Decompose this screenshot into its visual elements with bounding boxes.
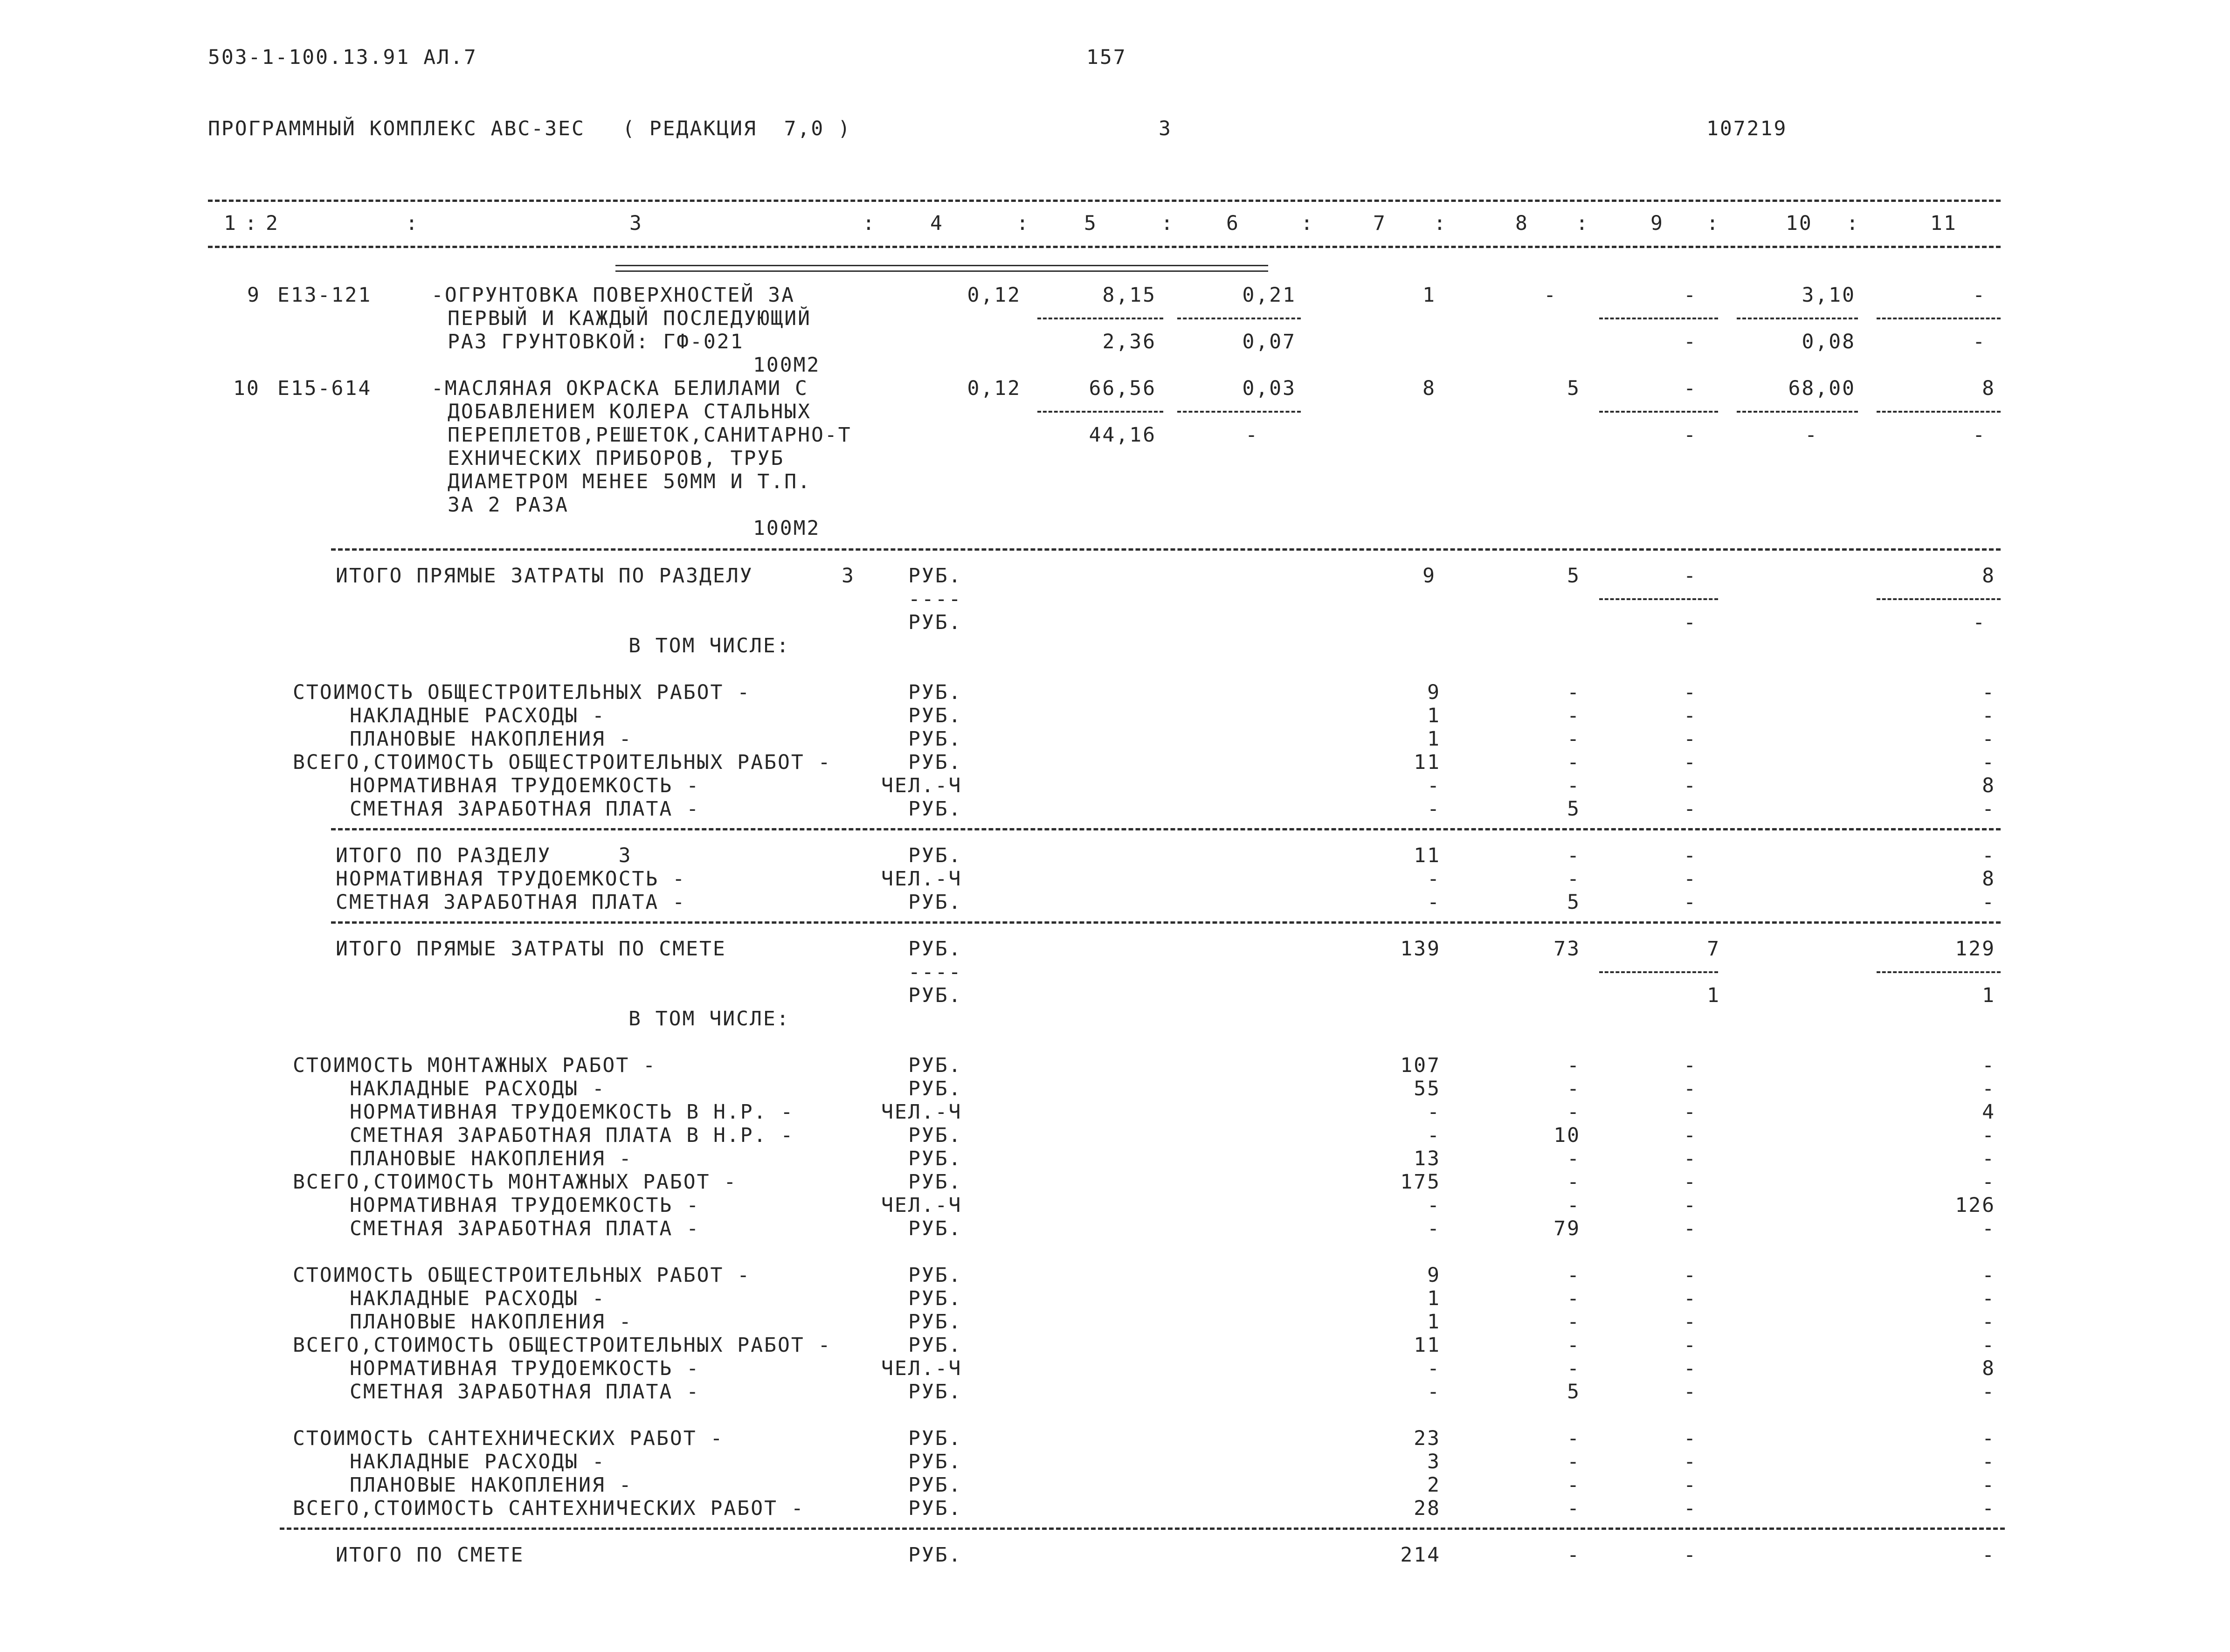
cell-col10: 3,10 <box>1802 283 1856 307</box>
page-number: 157 <box>1086 46 1127 69</box>
cell-col9: - <box>1684 681 1697 704</box>
cell-col8: - <box>1567 1100 1581 1124</box>
cell-col7: 1 <box>1422 283 1436 307</box>
column-separator: : <box>406 212 419 235</box>
row-label: СМЕТНАЯ ЗАРАБОТНАЯ ПЛАТА - <box>336 891 686 914</box>
cell-col9: 7 <box>1707 937 1720 961</box>
row-unit: РУБ. <box>908 1217 962 1240</box>
cell-col8: - <box>1567 867 1581 891</box>
cell-col9-second: - <box>1684 423 1697 447</box>
cell-col7: - <box>1427 867 1441 891</box>
row-label: НАКЛАДНЫЕ РАСХОДЫ - <box>350 1450 606 1473</box>
cell-col9: - <box>1684 704 1697 727</box>
row-label: СТОИМОСТЬ ОБЩЕСТРОИТЕЛЬНЫХ РАБОТ - <box>293 1264 751 1287</box>
cell-col11: - <box>1982 727 1995 751</box>
item-description-line: РАЗ ГРУНТОВКОЙ: ГФ-021 <box>448 330 744 353</box>
row-label: ПЛАНОВЫЕ НАКОПЛЕНИЯ - <box>350 1473 633 1497</box>
cell-col11: 8 <box>1982 564 1995 588</box>
cell-col7: 3 <box>1427 1450 1441 1473</box>
including-heading: В ТОМ ЧИСЛЕ: <box>628 634 790 657</box>
row-unit: РУБ. <box>908 1473 962 1497</box>
cell-col5: 66,56 <box>1089 377 1156 400</box>
cell-col7: - <box>1427 1380 1441 1403</box>
cell-col11: 8 <box>1982 774 1995 797</box>
cell-underline <box>1599 411 1718 413</box>
cell-col7: 13 <box>1414 1147 1441 1170</box>
cell-col9: - <box>1684 1287 1697 1310</box>
cell-col7: 1 <box>1427 1310 1441 1334</box>
cell-col11: 8 <box>1982 377 1995 400</box>
item-unit: 100М2 <box>753 353 821 377</box>
column-header-3: 3 <box>629 212 643 235</box>
cell-col9: - <box>1684 1380 1697 1403</box>
cell-col7: - <box>1427 891 1441 914</box>
row-label: ВСЕГО,СТОИМОСТЬ ОБЩЕСТРОИТЕЛЬНЫХ РАБОТ - <box>293 1334 832 1357</box>
row-label: НАКЛАДНЫЕ РАСХОДЫ - <box>350 1077 606 1100</box>
cell-col8: - <box>1567 751 1581 774</box>
cell-col11: - <box>1982 1124 1995 1147</box>
cell-col8: - <box>1567 1497 1581 1520</box>
cell-underline <box>1737 411 1858 413</box>
row-unit: РУБ. <box>908 1287 962 1310</box>
cell-col9: - <box>1684 1054 1697 1077</box>
unit-label: РУБ. <box>908 937 962 961</box>
column-separator: : <box>1846 212 1860 235</box>
item-unit: 100М2 <box>753 517 821 540</box>
program-name: ПРОГРАММНЫЙ КОМПЛЕКС АВС-3ЕС <box>208 117 585 140</box>
cell-col11: - <box>1982 751 1995 774</box>
row-label: СМЕТНАЯ ЗАРАБОТНАЯ ПЛАТА - <box>350 797 700 821</box>
cell-col8: - <box>1567 1194 1581 1217</box>
cell-col11: - <box>1982 1450 1995 1473</box>
cell-col9: - <box>1684 1217 1697 1240</box>
cell-col8: - <box>1567 704 1581 727</box>
cell-col11: 8 <box>1982 867 1995 891</box>
row-label: ПЛАНОВЫЕ НАКОПЛЕНИЯ - <box>350 1147 633 1170</box>
cell-col9: - <box>1684 1264 1697 1287</box>
cell-col9-second: - <box>1684 330 1697 353</box>
cell-col9: 1 <box>1707 984 1720 1007</box>
cell-col8: - <box>1567 844 1581 867</box>
cell-col9: - <box>1684 1310 1697 1334</box>
cell-col7: 28 <box>1414 1497 1441 1520</box>
item-code: E13-121 <box>277 283 372 307</box>
cell-underline <box>1177 411 1301 413</box>
cell-col9: - <box>1684 1334 1697 1357</box>
cell-col8: 5 <box>1567 891 1581 914</box>
row-label: ИТОГО ПО СМЕТЕ <box>336 1543 525 1567</box>
cell-col11: - <box>1982 1543 1995 1567</box>
cell-col7: - <box>1427 1194 1441 1217</box>
column-header-6: 6 <box>1226 212 1240 235</box>
cell-col8: 79 <box>1553 1217 1581 1240</box>
item-description-line: ЗА 2 РАЗА <box>448 493 569 517</box>
cell-col9: - <box>1684 1100 1697 1124</box>
unit-label: РУБ. <box>908 564 962 588</box>
column-separator: : <box>1576 212 1589 235</box>
cell-col9: - <box>1684 867 1697 891</box>
row-label: НОРМАТИВНАЯ ТРУДОЕМКОСТЬ - <box>350 1194 700 1217</box>
cell-col8: - <box>1567 1147 1581 1170</box>
section-rule <box>280 1528 2005 1530</box>
column-header-10: 10 <box>1786 212 1813 235</box>
cell-col7: - <box>1427 774 1441 797</box>
cell-col8: - <box>1567 1310 1581 1334</box>
cell-col11: - <box>1973 611 1986 634</box>
cell-col8: - <box>1567 1473 1581 1497</box>
row-unit: РУБ. <box>908 1427 962 1450</box>
cell-col11: - <box>1982 797 1995 821</box>
cell-col7: - <box>1427 1357 1441 1380</box>
cell-col7: 9 <box>1427 1264 1441 1287</box>
cell-col11: - <box>1982 891 1995 914</box>
cell-col8: 5 <box>1567 1380 1581 1403</box>
column-header-7: 7 <box>1373 212 1387 235</box>
cell-col9: - <box>1684 797 1697 821</box>
cell-col7: 175 <box>1400 1170 1441 1194</box>
cell-col8: - <box>1567 1287 1581 1310</box>
row-label: СТОИМОСТЬ ОБЩЕСТРОИТЕЛЬНЫХ РАБОТ - <box>293 681 751 704</box>
cell-col8: - <box>1567 1170 1581 1194</box>
row-label: ВСЕГО,СТОИМОСТЬ САНТЕХНИЧЕСКИХ РАБОТ - <box>293 1497 805 1520</box>
cell-col8: - <box>1567 1264 1581 1287</box>
cell-col9: - <box>1684 1194 1697 1217</box>
edition-label: ( РЕДАКЦИЯ 7,0 ) <box>622 117 852 140</box>
column-header-9: 9 <box>1650 212 1664 235</box>
row-unit: ЧЕЛ.-Ч <box>881 1357 962 1380</box>
cell-col7: 1 <box>1427 727 1441 751</box>
cell-col11: - <box>1982 1427 1995 1450</box>
row-unit: РУБ. <box>908 681 962 704</box>
cell-col7: 11 <box>1414 751 1441 774</box>
cell-col9: - <box>1684 1473 1697 1497</box>
cell-col8: - <box>1567 774 1581 797</box>
cell-col9: - <box>1684 1077 1697 1100</box>
row-unit: РУБ. <box>908 1124 962 1147</box>
cell-col4: 0,12 <box>967 377 1021 400</box>
cell-col7: 23 <box>1414 1427 1441 1450</box>
row-unit: РУБ. <box>908 1147 962 1170</box>
cell-col8: - <box>1567 1543 1581 1567</box>
document-code: 503-1-100.13.91 АЛ.7 <box>208 46 477 69</box>
cell-col6-second: 0,07 <box>1242 330 1296 353</box>
row-label: СТОИМОСТЬ САНТЕХНИЧЕСКИХ РАБОТ - <box>293 1427 724 1450</box>
cell-col11: - <box>1982 1077 1995 1100</box>
cell-col11: - <box>1982 1054 1995 1077</box>
cell-col7: 1 <box>1427 704 1441 727</box>
cell-col7: 9 <box>1427 681 1441 704</box>
cell-col9: - <box>1684 283 1697 307</box>
estimate-direct-label: ИТОГО ПРЯМЫЕ ЗАТРАТЫ ПО СМЕТЕ <box>336 937 726 961</box>
cell-col11: - <box>1982 1287 1995 1310</box>
cell-col7: 107 <box>1400 1054 1441 1077</box>
row-unit: РУБ. <box>908 704 962 727</box>
cell-col9: - <box>1684 1450 1697 1473</box>
row-unit: ЧЕЛ.-Ч <box>881 1100 962 1124</box>
unit-dashes: ---- <box>908 961 962 984</box>
cell-col11: - <box>1982 1497 1995 1520</box>
cell-col7: 11 <box>1414 1334 1441 1357</box>
cell-col9: - <box>1684 1543 1697 1567</box>
cell-col11: - <box>1982 1473 1995 1497</box>
section-rule <box>331 828 2001 830</box>
row-unit: РУБ. <box>908 1334 962 1357</box>
cell-col11: - <box>1982 704 1995 727</box>
row-unit: РУБ. <box>908 844 962 867</box>
cell-col11-second: - <box>1973 423 1986 447</box>
cell-col8: 5 <box>1567 564 1581 588</box>
cell-col8: - <box>1567 1427 1581 1450</box>
row-label: НОРМАТИВНАЯ ТРУДОЕМКОСТЬ - <box>350 774 700 797</box>
cell-col11: - <box>1982 1334 1995 1357</box>
row-label: НОРМАТИВНАЯ ТРУДОЕМКОСТЬ В Н.Р. - <box>350 1100 794 1124</box>
cell-col8: 5 <box>1567 797 1581 821</box>
cell-col9: - <box>1684 1497 1697 1520</box>
column-separator: : <box>1434 212 1447 235</box>
column-header-2: 2 <box>266 212 279 235</box>
cell-col11: - <box>1982 844 1995 867</box>
section-rule <box>331 921 2001 924</box>
cell-col8: - <box>1567 727 1581 751</box>
cell-col8: 5 <box>1567 377 1581 400</box>
cell-col11: 129 <box>1955 937 1995 961</box>
cell-col9: - <box>1684 1170 1697 1194</box>
cell-col6: 0,21 <box>1242 283 1296 307</box>
row-unit: РУБ. <box>908 1380 962 1403</box>
items-double-rule <box>615 265 1268 272</box>
cell-col7: 1 <box>1427 1287 1441 1310</box>
cell-col9: - <box>1684 611 1697 634</box>
cell-col7: - <box>1427 797 1441 821</box>
cell-underline <box>1877 598 2001 600</box>
column-separator: : <box>1706 212 1720 235</box>
row-label: СМЕТНАЯ ЗАРАБОТНАЯ ПЛАТА В Н.Р. - <box>350 1124 794 1147</box>
cell-col11: - <box>1982 1264 1995 1287</box>
cell-col7: 55 <box>1414 1077 1441 1100</box>
cell-col8: - <box>1544 283 1557 307</box>
cell-col9: - <box>1684 1357 1697 1380</box>
cell-col8: - <box>1567 1054 1581 1077</box>
row-label: СМЕТНАЯ ЗАРАБОТНАЯ ПЛАТА - <box>350 1380 700 1403</box>
cell-col8: 73 <box>1553 937 1581 961</box>
column-header-1: 1 <box>224 212 237 235</box>
row-label: ВСЕГО,СТОИМОСТЬ МОНТАЖНЫХ РАБОТ - <box>293 1170 738 1194</box>
cell-col11: - <box>1982 1310 1995 1334</box>
cell-col9: - <box>1684 377 1697 400</box>
column-separator: : <box>1016 212 1030 235</box>
cell-col11: - <box>1982 1147 1995 1170</box>
row-label: ПЛАНОВЫЕ НАКОПЛЕНИЯ - <box>350 727 633 751</box>
cell-col9: - <box>1684 1427 1697 1450</box>
cell-col9: - <box>1684 727 1697 751</box>
cell-underline <box>1599 971 1718 973</box>
cell-col9: - <box>1684 1124 1697 1147</box>
row-unit: РУБ. <box>908 1264 962 1287</box>
cell-col7: 139 <box>1400 937 1441 961</box>
cell-col11: 4 <box>1982 1100 1995 1124</box>
cell-col5-second: 44,16 <box>1089 423 1156 447</box>
item-number: 10 <box>233 377 260 400</box>
cell-col10-second: 0,08 <box>1802 330 1856 353</box>
cell-col11-second: - <box>1973 330 1986 353</box>
row-label: ПЛАНОВЫЕ НАКОПЛЕНИЯ - <box>350 1310 633 1334</box>
cell-col7: 9 <box>1422 564 1436 588</box>
row-unit: РУБ. <box>908 751 962 774</box>
item-description-line: ЕХНИЧЕСКИХ ПРИБОРОВ, ТРУБ <box>448 447 785 470</box>
row-label: СМЕТНАЯ ЗАРАБОТНАЯ ПЛАТА - <box>350 1217 700 1240</box>
row-unit: ЧЕЛ.-Ч <box>881 774 962 797</box>
cell-col11: 8 <box>1982 1357 1995 1380</box>
item-description-line: ДОБАВЛЕНИЕМ КОЛЕРА СТАЛЬНЫХ <box>448 400 811 423</box>
item-description-line: -ОГРУНТОВКА ПОВЕРХНОСТЕЙ ЗА <box>431 283 795 307</box>
column-header-5: 5 <box>1084 212 1098 235</box>
cell-col11: 126 <box>1955 1194 1995 1217</box>
row-unit: РУБ. <box>908 797 962 821</box>
cell-col8: - <box>1567 1077 1581 1100</box>
column-separator: : <box>863 212 876 235</box>
cell-col8: - <box>1567 1334 1581 1357</box>
column-separator: : <box>1161 212 1174 235</box>
cell-col7: 11 <box>1414 844 1441 867</box>
item-description-line: ДИАМЕТРОМ МЕНЕЕ 50ММ И Т.П. <box>448 470 811 493</box>
cell-col8: 10 <box>1553 1124 1581 1147</box>
unit-label: РУБ. <box>908 611 962 634</box>
cell-underline <box>1877 411 2001 413</box>
cell-col6: 0,03 <box>1242 377 1296 400</box>
cell-col4: 0,12 <box>967 283 1021 307</box>
row-label: ИТОГО ПО РАЗДЕЛУ 3 <box>336 844 632 867</box>
section-direct-label: ИТОГО ПРЯМЫЕ ЗАТРАТЫ ПО РАЗДЕЛУ <box>336 564 753 588</box>
cell-col7: - <box>1427 1124 1441 1147</box>
row-unit: РУБ. <box>908 891 962 914</box>
column-separator: : <box>245 212 258 235</box>
item-code: E15-614 <box>277 377 372 400</box>
unit-dashes: ---- <box>908 588 962 611</box>
including-heading: В ТОМ ЧИСЛЕ: <box>628 1007 790 1030</box>
cell-col9: - <box>1684 1147 1697 1170</box>
row-label: НАКЛАДНЫЕ РАСХОДЫ - <box>350 704 606 727</box>
cell-underline <box>1737 318 1858 319</box>
cell-underline <box>1177 318 1301 319</box>
cell-col8: - <box>1567 1357 1581 1380</box>
cell-col7: - <box>1427 1100 1441 1124</box>
cell-col7: - <box>1427 1217 1441 1240</box>
cell-col10: 68,00 <box>1788 377 1856 400</box>
item-number: 9 <box>247 283 261 307</box>
cell-col8: - <box>1567 1450 1581 1473</box>
row-unit: РУБ. <box>908 727 962 751</box>
sheet-number: 3 <box>1159 117 1172 140</box>
row-unit: РУБ. <box>908 1170 962 1194</box>
item-description-line: ПЕРВЫЙ И КАЖДЫЙ ПОСЛЕДУЮЩИЙ <box>448 307 811 330</box>
cell-underline <box>1599 598 1718 600</box>
cell-col10-second: - <box>1805 423 1818 447</box>
row-unit: ЧЕЛ.-Ч <box>881 1194 962 1217</box>
row-unit: РУБ. <box>908 1054 962 1077</box>
row-unit: РУБ. <box>908 1543 962 1567</box>
row-label: НОРМАТИВНАЯ ТРУДОЕМКОСТЬ - <box>336 867 686 891</box>
cell-col6-second: - <box>1245 423 1259 447</box>
cell-underline <box>1877 971 2001 973</box>
cell-col7: 214 <box>1400 1543 1441 1567</box>
row-unit: ЧЕЛ.-Ч <box>881 867 962 891</box>
section-rule <box>331 548 2001 551</box>
cell-underline <box>1599 318 1718 319</box>
cell-col9: - <box>1684 564 1697 588</box>
cell-underline <box>1037 411 1163 413</box>
row-unit: РУБ. <box>908 1310 962 1334</box>
cell-col11: - <box>1982 681 1995 704</box>
row-unit: РУБ. <box>908 1077 962 1100</box>
cell-col9: - <box>1684 891 1697 914</box>
cell-underline <box>1877 318 2001 319</box>
cell-col7: 2 <box>1427 1473 1441 1497</box>
cell-col5-second: 2,36 <box>1102 330 1156 353</box>
unit-label: РУБ. <box>908 984 962 1007</box>
header-top-rule <box>208 200 2001 202</box>
row-label: СТОИМОСТЬ МОНТАЖНЫХ РАБОТ - <box>293 1054 656 1077</box>
item-description-line: -МАСЛЯНАЯ ОКРАСКА БЕЛИЛАМИ С <box>431 377 808 400</box>
column-header-8: 8 <box>1515 212 1529 235</box>
cell-col11: - <box>1982 1170 1995 1194</box>
row-label: ВСЕГО,СТОИМОСТЬ ОБЩЕСТРОИТЕЛЬНЫХ РАБОТ - <box>293 751 832 774</box>
cell-col9: - <box>1684 844 1697 867</box>
item-description-line: ПЕРЕПЛЕТОВ,РЕШЕТОК,САНИТАРНО-Т <box>448 423 852 447</box>
column-separator: : <box>1301 212 1314 235</box>
cell-col11: - <box>1982 1380 1995 1403</box>
row-unit: РУБ. <box>908 1450 962 1473</box>
cell-col9: - <box>1684 751 1697 774</box>
document-id: 107219 <box>1706 117 1788 140</box>
row-unit: РУБ. <box>908 1497 962 1520</box>
column-header-4: 4 <box>930 212 944 235</box>
header-bottom-rule <box>208 246 2001 248</box>
cell-col11: - <box>1982 1217 1995 1240</box>
section-number: 3 <box>842 564 855 588</box>
row-label: НОРМАТИВНАЯ ТРУДОЕМКОСТЬ - <box>350 1357 700 1380</box>
cell-col11: - <box>1973 283 1986 307</box>
cell-col5: 8,15 <box>1102 283 1156 307</box>
cell-col7: 8 <box>1422 377 1436 400</box>
cell-col9: - <box>1684 774 1697 797</box>
cell-col8: - <box>1567 681 1581 704</box>
cell-underline <box>1037 318 1163 319</box>
column-header-11: 11 <box>1930 212 1957 235</box>
cell-col11: 1 <box>1982 984 1995 1007</box>
row-label: НАКЛАДНЫЕ РАСХОДЫ - <box>350 1287 606 1310</box>
